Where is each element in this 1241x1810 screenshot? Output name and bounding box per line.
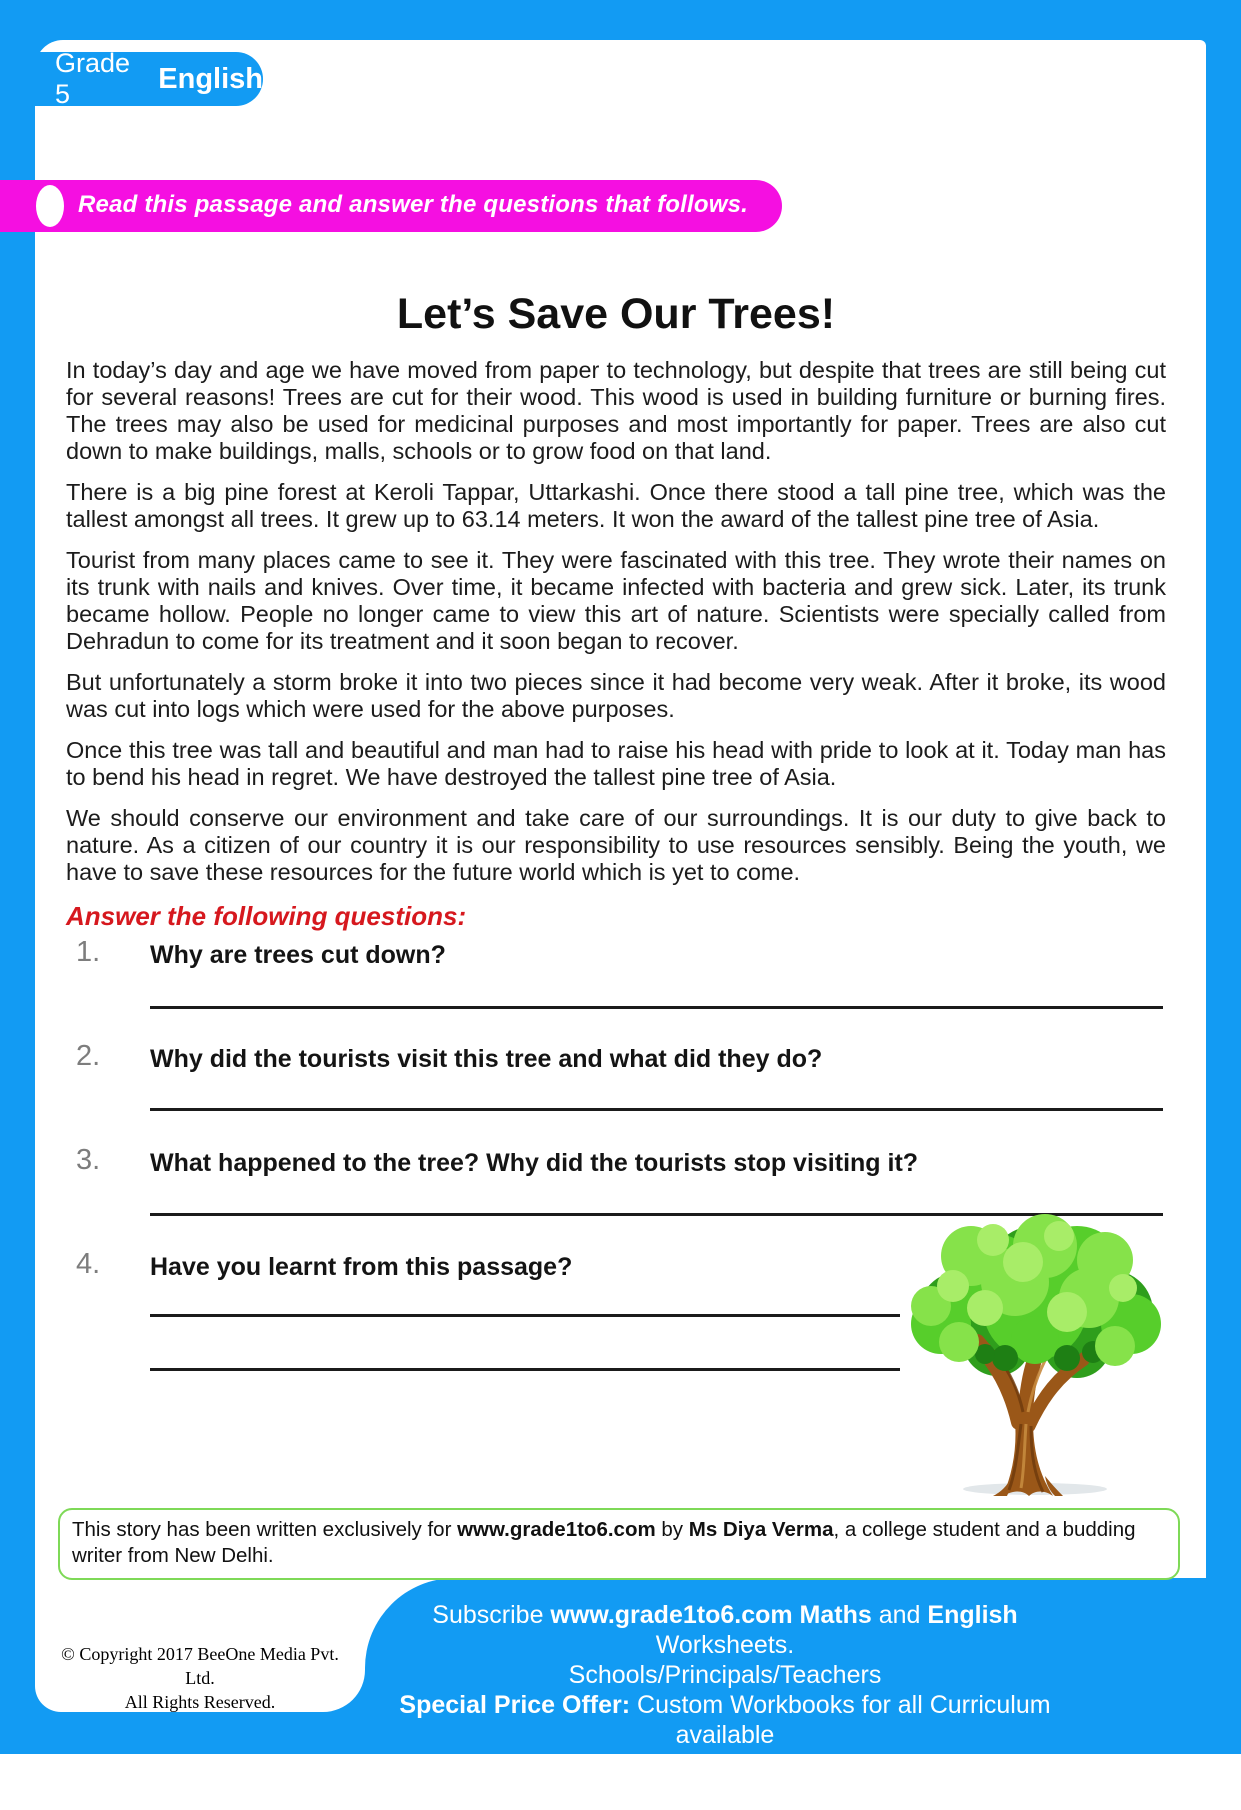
answer-line xyxy=(150,1006,1163,1009)
passage-paragraph: We should conserve our environment and take care of our surroundings. It is our duty to give back to nature. As a citizen of our country it is our responsibility to use resources sensibly. Being the youth, we have to save these resources for the future world which is yet to come. xyxy=(66,805,1166,885)
copyright-line-1: © Copyright 2017 BeeOne Media Pvt. Ltd. xyxy=(61,1644,339,1688)
passage-paragraph: In today’s day and age we have moved from paper to technology, but despite that trees are still being cut for several reasons! Trees are cut for their wood. This wood is used in building furniture or burning fires. The trees may also be used for medicinal purposes and most importantly for paper. Trees are also cut down to make buildings, malls, schools or to grow food on that land. xyxy=(66,357,1166,464)
question-text: Why did the tourists visit this tree and what did they do? xyxy=(150,1045,823,1073)
footer-email-line: Email us: info@grade1to6.com xyxy=(553,1781,897,1809)
instruction-text: Read this passage and answer the questions that follows. xyxy=(78,191,749,218)
reading-passage xyxy=(66,290,1166,900)
footer-audience-line: Schools/Principals/Teachers xyxy=(568,1661,882,1689)
offer-text: Custom Workbooks for all Curriculum available xyxy=(630,1691,1051,1749)
question-text: Have you learnt from this passage? xyxy=(150,1253,573,1281)
tree-illustration xyxy=(897,1212,1175,1498)
note-author: Ms Diya Verma xyxy=(688,1518,834,1541)
note-middle: by xyxy=(655,1518,689,1541)
question-number: 3. xyxy=(76,1144,101,1176)
grade-label: Grade 5 xyxy=(55,48,131,109)
passage-paragraph: Tourist from many places came to see it. They were fascinated with this tree. They wrote their names on its trunk with nails and knives. Over time, it became infected with bacteria and grew sick. Later, its trunk became hollow. People no longer came to view this art of nature. Scientists were specially called from Dehradun to come for its treatment and it soon began to recover. xyxy=(66,547,1166,654)
question-text: Why are trees cut down? xyxy=(150,941,446,969)
passage-title: Let’s Save Our Trees! xyxy=(396,290,836,338)
question-number: 1. xyxy=(76,936,101,968)
note-site: www.grade1to6.com xyxy=(457,1518,656,1541)
author-note xyxy=(58,1508,1180,1580)
footer-offer-line xyxy=(375,1690,1075,1750)
footer-subscribe-block xyxy=(375,1600,1075,1810)
note-prefix: This story has been written exclusively for xyxy=(72,1518,458,1541)
question-text: What happened to the tree? Why did the tourists stop visiting it? xyxy=(150,1149,919,1177)
passage-paragraph: There is a big pine forest at Keroli Tappar, Uttarkashi. Once there stood a tall pine tree, which was the tallest amongst all trees. It grew up to 63.14 meters. It won the award of the tallest pine tree of Asia. xyxy=(66,479,1166,532)
offer-label: Special Price Offer: xyxy=(399,1691,631,1719)
footer-subscribe-line xyxy=(375,1600,1075,1660)
footer-customization-line: with School name, logo etc. xyxy=(572,1751,878,1779)
question-number: 4. xyxy=(76,1248,101,1280)
instruction-banner xyxy=(0,180,782,232)
bullet-ellipse-icon xyxy=(36,185,64,227)
passage-paragraph: Once this tree was tall and beautiful and man had to raise his head with pride to look at it. Today man has to bend his head in regret. We have destroyed the tallest pine tree of Asia. xyxy=(66,737,1166,790)
copyright-notice xyxy=(45,1642,355,1714)
subscribe-english: English xyxy=(927,1601,1018,1629)
questions-heading: Answer the following questions: xyxy=(66,901,467,931)
answer-line xyxy=(150,1314,900,1317)
grade-subject-badge xyxy=(35,48,263,109)
subscribe-suffix: Worksheets. xyxy=(655,1631,795,1659)
copyright-line-2: All Rights Reserved. xyxy=(124,1692,276,1712)
passage-paragraph: But unfortunately a storm broke it into two pieces since it had become very weak. After it broke, its wood was cut into logs which were used for the above purposes. xyxy=(66,669,1166,722)
note-suffix: , a college student and a budding writer from New Delhi. xyxy=(72,1518,1136,1567)
subscribe-prefix: Subscribe xyxy=(432,1601,551,1629)
subject-label: English xyxy=(158,62,263,95)
answer-line xyxy=(150,1108,1163,1111)
answer-line xyxy=(150,1368,900,1371)
subscribe-site-maths: www.grade1to6.com Maths xyxy=(550,1601,872,1629)
question-number: 2. xyxy=(76,1040,101,1072)
subscribe-mid: and xyxy=(871,1601,928,1629)
